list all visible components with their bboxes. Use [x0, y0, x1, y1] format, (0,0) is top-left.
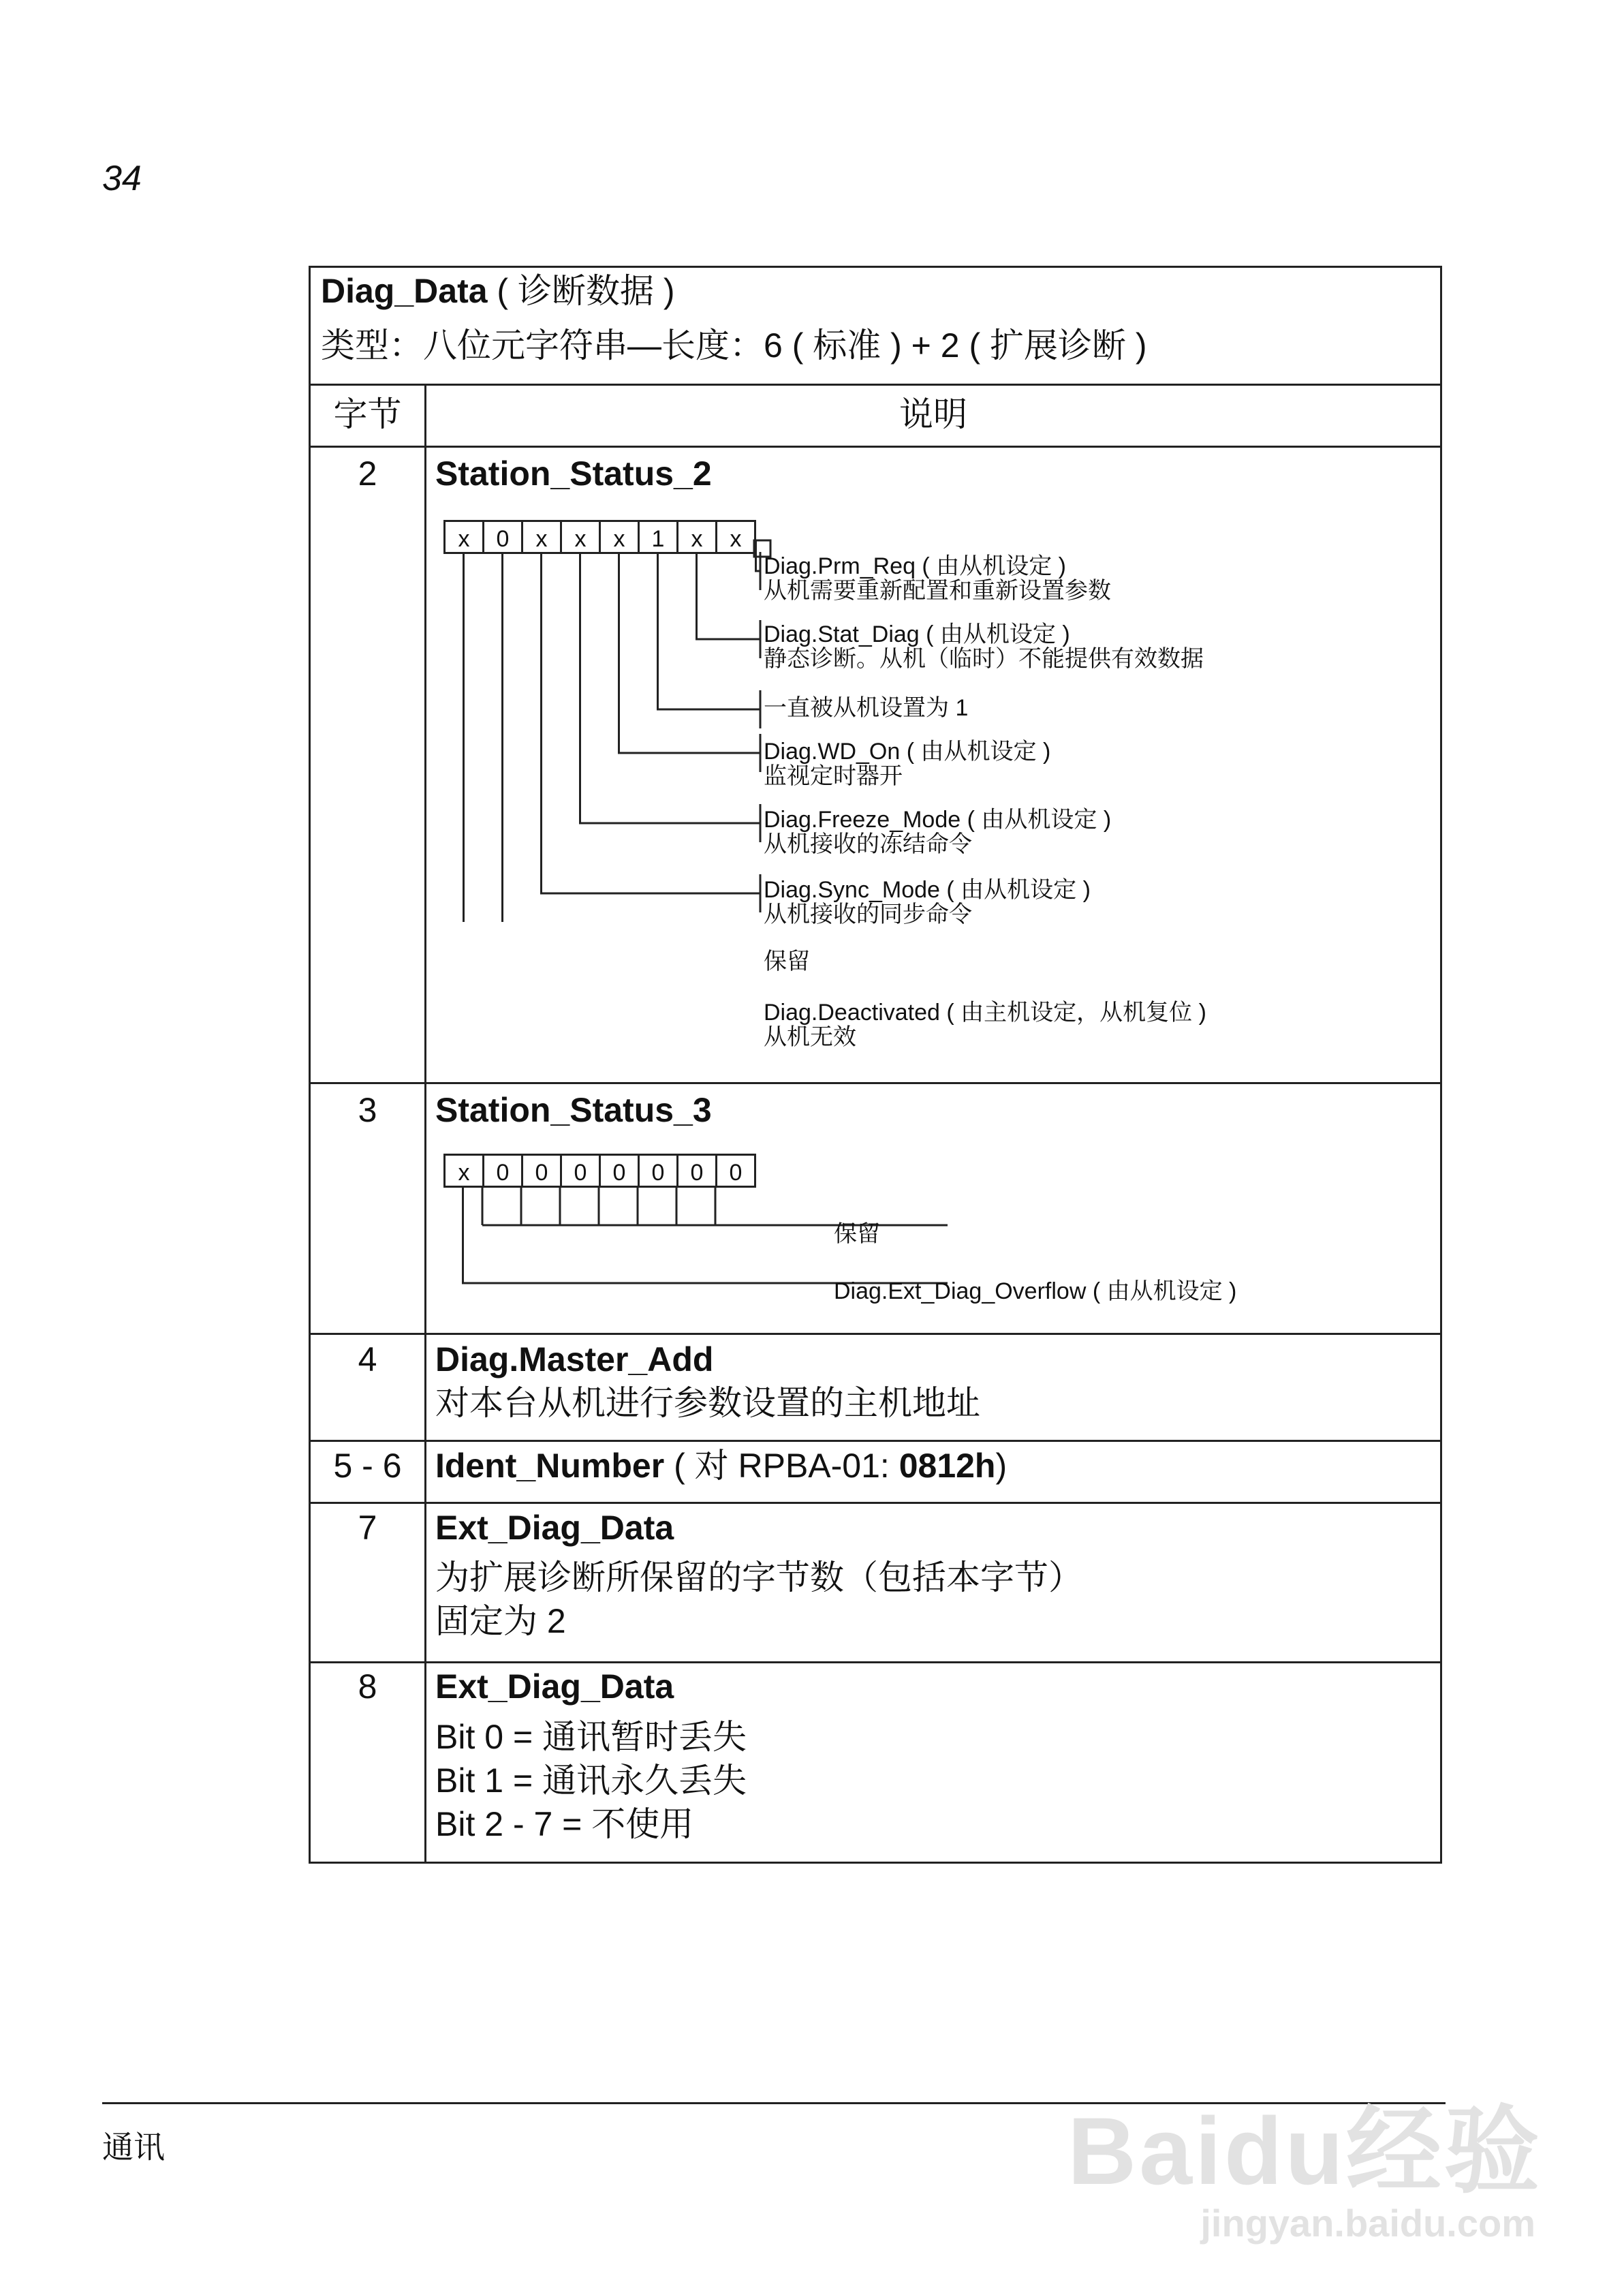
watermark-logo: Baidu经验 — [1067, 2097, 1542, 2204]
footer-section: 通讯 — [102, 2129, 165, 2165]
row-line: 对本台从机进行参数设置的主机地址 — [435, 1384, 980, 1422]
bit-box: 0 — [676, 1154, 717, 1188]
table-title-bold: Diag_Data — [321, 272, 488, 310]
bit-box: x — [599, 520, 640, 554]
ident-number-title: Ident_Number — [435, 1447, 665, 1485]
page-number: 34 — [102, 159, 142, 198]
bit-connector — [619, 554, 761, 753]
row-title — [435, 1444, 1007, 1488]
ident-number-end: ) — [995, 1447, 1008, 1485]
bit-label-paren: ( 由主机设定，从机复位 ) — [939, 1000, 1206, 1026]
row-title: Station_Status_3 — [435, 1091, 712, 1129]
bit-label — [764, 807, 1111, 857]
bit-label-paren: ( 由从机设定 ) — [939, 877, 1091, 903]
bit-box: 0 — [521, 1154, 562, 1188]
row-byte: 7 — [358, 1509, 377, 1547]
bit-connector — [464, 554, 761, 922]
bit-box: 0 — [560, 1154, 601, 1188]
row-title: Ext_Diag_Data — [435, 1509, 674, 1547]
bit-box: 0 — [715, 1154, 756, 1188]
bit-box: x — [521, 520, 562, 554]
col-header-desc: 说明 — [899, 395, 967, 433]
bit-label-sub: 监视定时器开 — [764, 763, 903, 789]
bit-box: x — [560, 520, 601, 554]
bit-label — [764, 878, 1091, 927]
bit-label-sub: 从机无效 — [764, 1024, 856, 1050]
bit-box: 0 — [599, 1154, 640, 1188]
table-title-rest: ( 诊断数据 ) — [487, 272, 675, 310]
bit-box: 1 — [638, 520, 678, 554]
bit-label-sub: 从机接收的冻结命令 — [764, 831, 972, 857]
bit-box: 0 — [482, 1154, 523, 1188]
bit-label — [764, 696, 968, 720]
row-byte: 2 — [358, 455, 377, 493]
bit-box: x — [715, 520, 756, 554]
row-line: 固定为 2 — [435, 1602, 566, 1640]
row-title: Station_Status_2 — [435, 455, 712, 493]
bit-label-sub: 静态诊断。从机（临时）不能提供有效数据 — [764, 646, 1204, 672]
row-line: Bit 0 = 通讯暂时丢失 — [435, 1718, 747, 1756]
row-byte: 3 — [358, 1091, 377, 1129]
row-title: Ext_Diag_Data — [435, 1667, 674, 1706]
bit-connector — [697, 554, 761, 639]
bit-label-paren: ( 由从机设定 ) — [915, 553, 1066, 579]
bit-box: x — [443, 1154, 484, 1188]
bit-box: 0 — [638, 1154, 678, 1188]
bit-label-paren: ( 由从机设定 ) — [919, 621, 1070, 647]
table-title — [321, 269, 675, 313]
ident-number-value: 0812h — [899, 1447, 996, 1485]
bit-label-paren: 一直被从机设置为 1 — [764, 695, 969, 721]
bit-label — [764, 949, 810, 974]
bit-label — [764, 1000, 1206, 1049]
bit-label-sub: 从机接收的同步命令 — [764, 902, 972, 927]
diag-data-table — [309, 266, 1442, 1864]
bit-label — [764, 554, 1111, 603]
bit-label-main: Diag.Freeze_Mode — [764, 807, 961, 833]
bit-label-main: Diag.Prm_Req — [764, 553, 916, 579]
bit-label-main: Diag.Deactivated — [764, 1000, 940, 1026]
col-header-byte: 字节 — [333, 395, 402, 433]
column-divider — [424, 385, 426, 1862]
bit-label-main: Diag.Sync_Mode — [764, 877, 940, 903]
bit-label-paren: ( 由从机设定 ) — [900, 739, 1051, 765]
bit-box: x — [443, 520, 484, 554]
bit-connector — [658, 554, 761, 709]
row-title: Diag.Master_Add — [435, 1340, 714, 1378]
bit-box: 0 — [482, 520, 523, 554]
bit-label-sub: 从机需要重新配置和重新设置参数 — [764, 578, 1111, 604]
bit-label-paren: ( 由从机设定 ) — [961, 807, 1112, 833]
type-line: 类型：八位元字符串—长度：6 ( 标准 ) + 2 ( 扩展诊断 ) — [321, 326, 1147, 365]
row-line: Bit 2 - 7 = 不使用 — [435, 1805, 694, 1843]
bit-label-main: Diag.Stat_Diag — [764, 621, 920, 647]
bit-label — [764, 622, 1204, 671]
ext-diag-overflow-label: Diag.Ext_Diag_Overflow ( 由从机设定 ) — [834, 1278, 1237, 1304]
row-byte: 5 - 6 — [333, 1447, 402, 1485]
bit-label-paren: 保留 — [764, 949, 810, 974]
watermark-url: jingyan.baidu.com — [1200, 2202, 1535, 2245]
bit-connector — [542, 554, 761, 893]
reserved-label: 保留 — [834, 1221, 880, 1247]
row-line: Bit 1 = 通讯永久丢失 — [435, 1761, 747, 1800]
ident-number-rest: ( 对 RPBA-01: — [664, 1447, 899, 1485]
row-line: 为扩展诊断所保留的字节数（包括本字节） — [435, 1558, 1082, 1597]
bit-box: x — [676, 520, 717, 554]
row-byte: 8 — [358, 1667, 377, 1706]
row-byte: 4 — [358, 1340, 377, 1378]
bit-connector — [580, 554, 761, 823]
bit-label-main: Diag.WD_On — [764, 739, 901, 765]
bit-label — [764, 739, 1050, 788]
